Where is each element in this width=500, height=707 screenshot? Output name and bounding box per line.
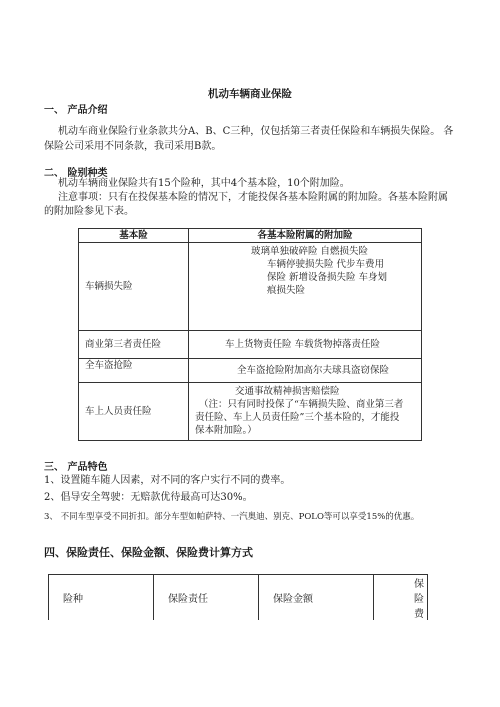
addon-insurance-table — [78, 228, 422, 441]
section-2-line-3: 的附加险参见下表。 — [44, 206, 134, 217]
table-header-basic: 基本险 — [79, 229, 189, 243]
section-3-heading: 三、 产品特色 — [44, 462, 108, 473]
addon-line: 痕损失险 — [267, 285, 306, 296]
addon-cell — [189, 243, 422, 331]
header-premium: 保险费 — [374, 575, 428, 621]
feature-item: 3、 不同车型享受不同折扣。部分车型如帕萨特、一汽奥迪、别克、POLO等可以享受15%的优惠。 — [44, 512, 420, 522]
addon-line: 车辆停驶损失险 代步车费用 — [267, 259, 385, 270]
table-header-row — [79, 229, 422, 243]
table-row — [79, 331, 422, 359]
basic-insurance-cell: 车上人员责任险 — [79, 383, 189, 441]
section-1-heading: 一、 产品介绍 — [44, 105, 108, 116]
addon-cell: 车上货物责任险 车载货物掉落责任险 — [189, 331, 422, 359]
addon-line: 保险 新增设备损失险 车身划 — [267, 272, 388, 283]
section-4-heading: 四、保险责任、保险金额、保险费计算方式 — [44, 546, 253, 559]
header-liability: 保险责任 — [154, 575, 259, 621]
basic-insurance-cell: 商业第三者责任险 — [79, 331, 189, 359]
section-1-line-1: 机动车商业保险行业条款共分A、B、C三种，仅包括第三者责任保险和车辆损失保险。 各 — [58, 126, 454, 137]
header-insurance-type: 险种 — [49, 575, 154, 621]
addon-line: 责任险、车上人员责任险”三个基本险的，才能投 — [195, 412, 400, 423]
table-row — [79, 243, 422, 331]
table-header-addons: 各基本险附属的附加险 — [189, 229, 422, 243]
table-header-row — [49, 575, 428, 621]
document-title: 机动车辆商业保险 — [208, 88, 292, 100]
addon-line: 保本附加险。） — [195, 425, 257, 436]
table-row — [79, 359, 422, 383]
section-2-line-1: 机动车辆商业保险共有15个险种，其中4个基本险，10个附加险。 — [58, 178, 350, 189]
section-2-heading: 二、 险别种类 — [44, 168, 108, 179]
feature-item: 2、倡导安全驾驶：无赔款优待最高可达30%。 — [44, 492, 253, 503]
addon-cell: 全车盗抢险附加高尔夫球具盗窃保险 — [189, 359, 422, 383]
table-row — [79, 383, 422, 441]
addon-line: 交通事故精神损害赔偿险 — [235, 386, 340, 397]
feature-item: 1、设置随车随人因素，对不同的客户实行不同的费率。 — [44, 475, 291, 486]
section-1-line-2: 保险公司采用不同条款，我司采用B款。 — [44, 141, 222, 152]
basic-insurance-cell: 车辆损失险 — [79, 243, 189, 331]
addon-line: 玻璃单独破碎险 自燃损失险 — [251, 246, 369, 257]
addon-cell — [189, 383, 422, 441]
addon-line: （注：只有同时投保了“车辆损失险、商业第三者 — [199, 399, 404, 410]
basic-insurance-cell: 全车盗抢险 — [79, 359, 189, 383]
section-2-line-2: 注意事项：只有在投保基本险的情况下，才能投保各基本险附属的附加险。各基本险附属 — [58, 192, 448, 203]
premium-table — [48, 574, 428, 620]
header-sum-insured: 保险金额 — [259, 575, 374, 621]
